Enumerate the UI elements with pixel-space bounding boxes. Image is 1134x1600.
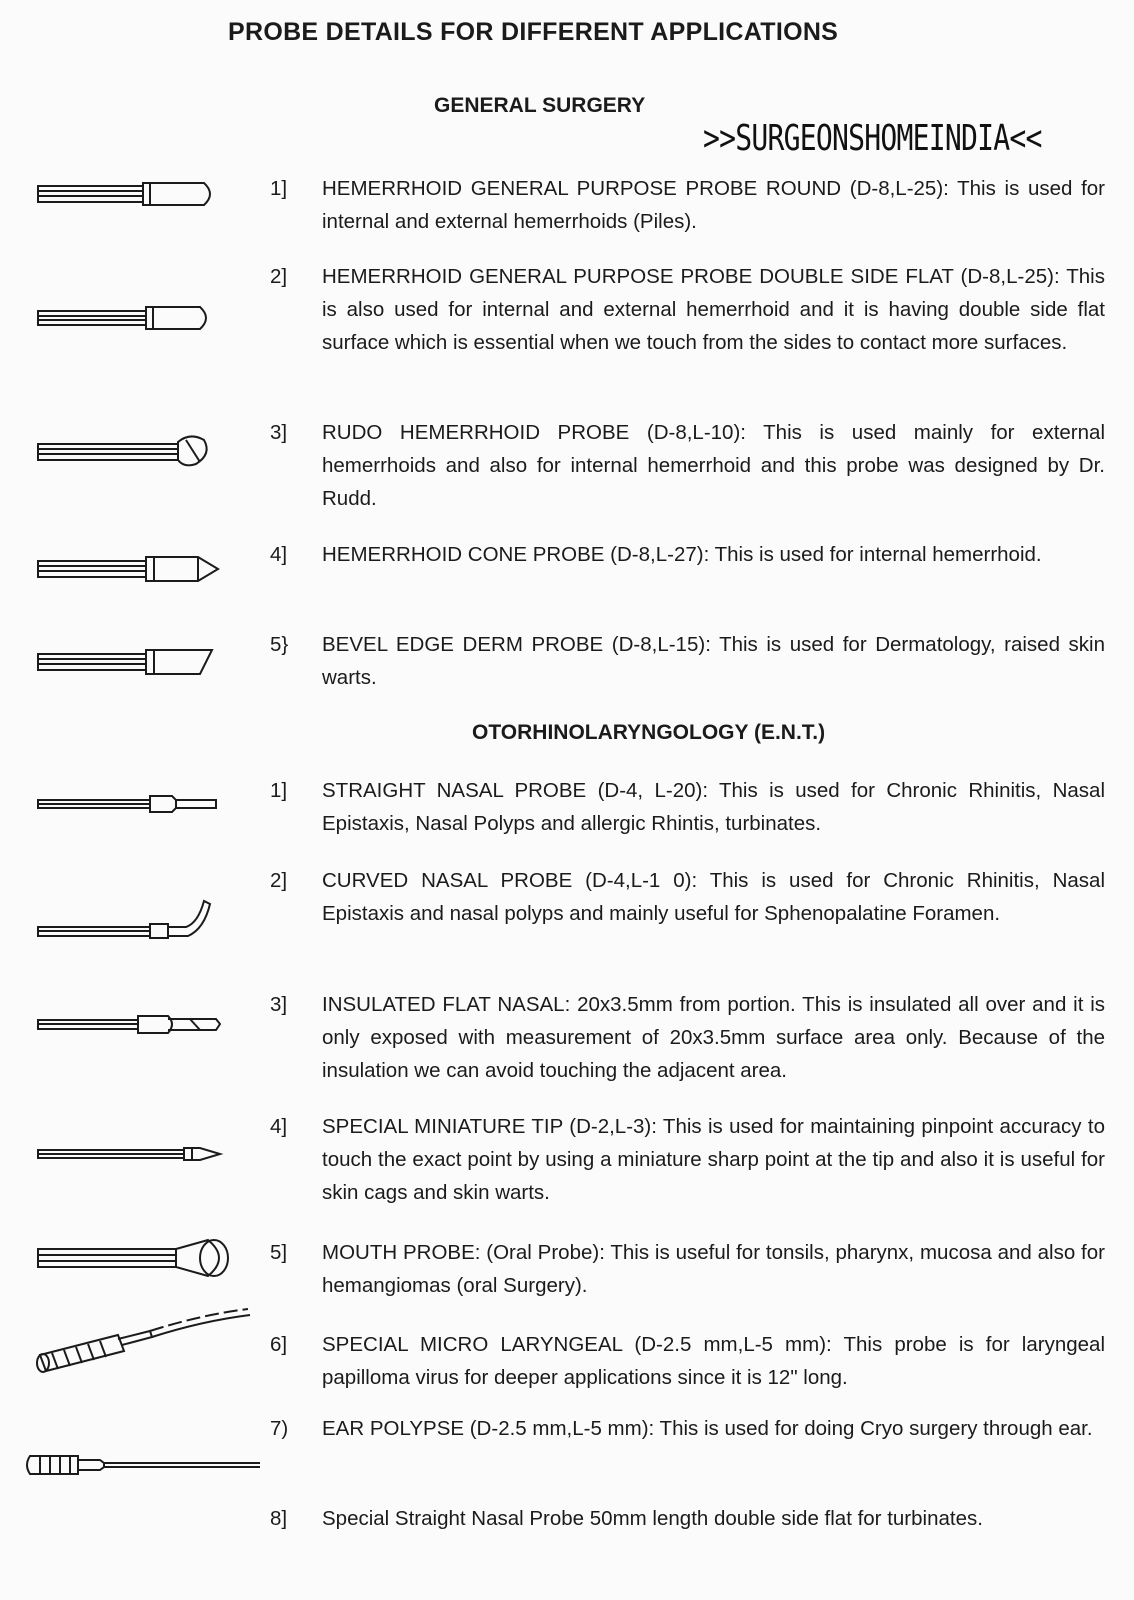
item-number: 1]	[270, 779, 288, 802]
list-item	[270, 1502, 1105, 1535]
item-number: 4]	[270, 1115, 288, 1138]
item-number: 3]	[270, 421, 288, 444]
probe-round-illustration	[0, 170, 260, 220]
section-heading-ent: OTORHINOLARYNGOLOGY (E.N.T.)	[472, 721, 826, 744]
item-text: Special Straight Nasal Probe 50mm length double side flat for turbinates.	[322, 1507, 983, 1530]
list-item	[270, 416, 1105, 515]
item-number: 5]	[270, 1241, 288, 1264]
list-item	[270, 1236, 1105, 1302]
probe-double-flat-illustration	[0, 295, 260, 345]
list-item	[270, 172, 1105, 238]
list-item	[270, 260, 1105, 359]
item-text: HEMERRHOID GENERAL PURPOSE PROBE DOUBLE SIDE FLAT (D-8,L-25): This is also used for internal and external hemerrhoid and it is having double side flat surface which is essential when we touch from the sides to contact more surfaces.	[322, 265, 1105, 354]
item-text: INSULATED FLAT NASAL: 20x3.5mm from portion. This is insulated all over and it is only exposed with measurement of 20x3.5mm surface area only. Because of the insulation we can avoid touching the adjacent area.	[322, 993, 1105, 1082]
probe-insulated-flat-illustration	[0, 1000, 260, 1050]
probe-bevel-edge-illustration	[0, 640, 260, 690]
list-item	[270, 1412, 1105, 1445]
item-number: 2]	[270, 869, 288, 892]
list-item	[270, 1110, 1105, 1209]
item-text: SPECIAL MINIATURE TIP (D-2,L-3): This is used for maintaining pinpoint accuracy to touch the exact point by using a miniature sharp point at the tip and also it is useful for skin cags and skin warts.	[322, 1115, 1105, 1204]
section-heading-general-surgery: GENERAL SURGERY	[434, 94, 646, 117]
probe-miniature-tip-illustration	[0, 1130, 260, 1180]
item-text: RUDO HEMERRHOID PROBE (D-8,L-10): This is used mainly for external hemerrhoids and also for internal hemerrhoid and this probe was designed by Dr. Rudd.	[322, 421, 1105, 510]
list-item	[270, 988, 1105, 1087]
item-number: 4]	[270, 543, 288, 566]
item-text: SPECIAL MICRO LARYNGEAL (D-2.5 mm,L-5 mm): This probe is for laryngeal papilloma virus for deeper applications since it is 12" long.	[322, 1333, 1105, 1389]
probe-straight-nasal-illustration	[0, 780, 260, 830]
probe-curved-nasal-illustration	[0, 895, 260, 955]
probe-rudd-illustration	[0, 428, 260, 478]
probe-cone-illustration	[0, 545, 260, 595]
list-item	[270, 1328, 1105, 1394]
item-text: HEMERRHOID CONE PROBE (D-8,L-27): This is used for internal hemerrhoid.	[322, 543, 1042, 566]
list-item	[270, 864, 1105, 930]
list-item	[270, 774, 1105, 840]
item-number: 3]	[270, 993, 288, 1016]
probe-mouth-illustration	[0, 1228, 260, 1288]
item-text: MOUTH PROBE: (Oral Probe): This is useful for tonsils, pharynx, mucosa and also for hemangiomas (oral Surgery).	[322, 1241, 1105, 1297]
item-number: 5}	[270, 633, 289, 656]
page-title: PROBE DETAILS FOR DIFFERENT APPLICATIONS	[228, 18, 839, 46]
item-text: CURVED NASAL PROBE (D-4,L-1 0): This is used for Chronic Rhinitis, Nasal Epistaxis and nasal polyps and mainly useful for Sphenopalatine Foramen.	[322, 869, 1105, 925]
item-number: 6]	[270, 1333, 288, 1356]
item-text: EAR POLYPSE (D-2.5 mm,L-5 mm): This is used for doing Cryo surgery through ear.	[322, 1417, 1093, 1440]
item-number: 1]	[270, 177, 288, 200]
probe-micro-laryngeal-illustration	[0, 1305, 260, 1385]
item-text: HEMERRHOID GENERAL PURPOSE PROBE ROUND (D-8,L-25): This is used for internal and external hemerrhoids (Piles).	[322, 177, 1105, 233]
item-number: 8]	[270, 1507, 288, 1530]
watermark-text: >>SURGEONSHOMEINDIA<<	[703, 118, 1042, 159]
item-text: BEVEL EDGE DERM PROBE (D-8,L-15): This is used for Dermatology, raised skin warts.	[322, 633, 1105, 689]
item-number: 7)	[270, 1417, 289, 1440]
probe-ear-polypse-illustration	[0, 1440, 260, 1490]
list-item	[270, 538, 1105, 571]
item-number: 2]	[270, 265, 288, 288]
item-text: STRAIGHT NASAL PROBE (D-4, L-20): This is used for Chronic Rhinitis, Nasal Epistaxis, Nasal Polyps and allergic Rhintis, turbinates.	[322, 779, 1105, 835]
list-item	[270, 628, 1105, 694]
